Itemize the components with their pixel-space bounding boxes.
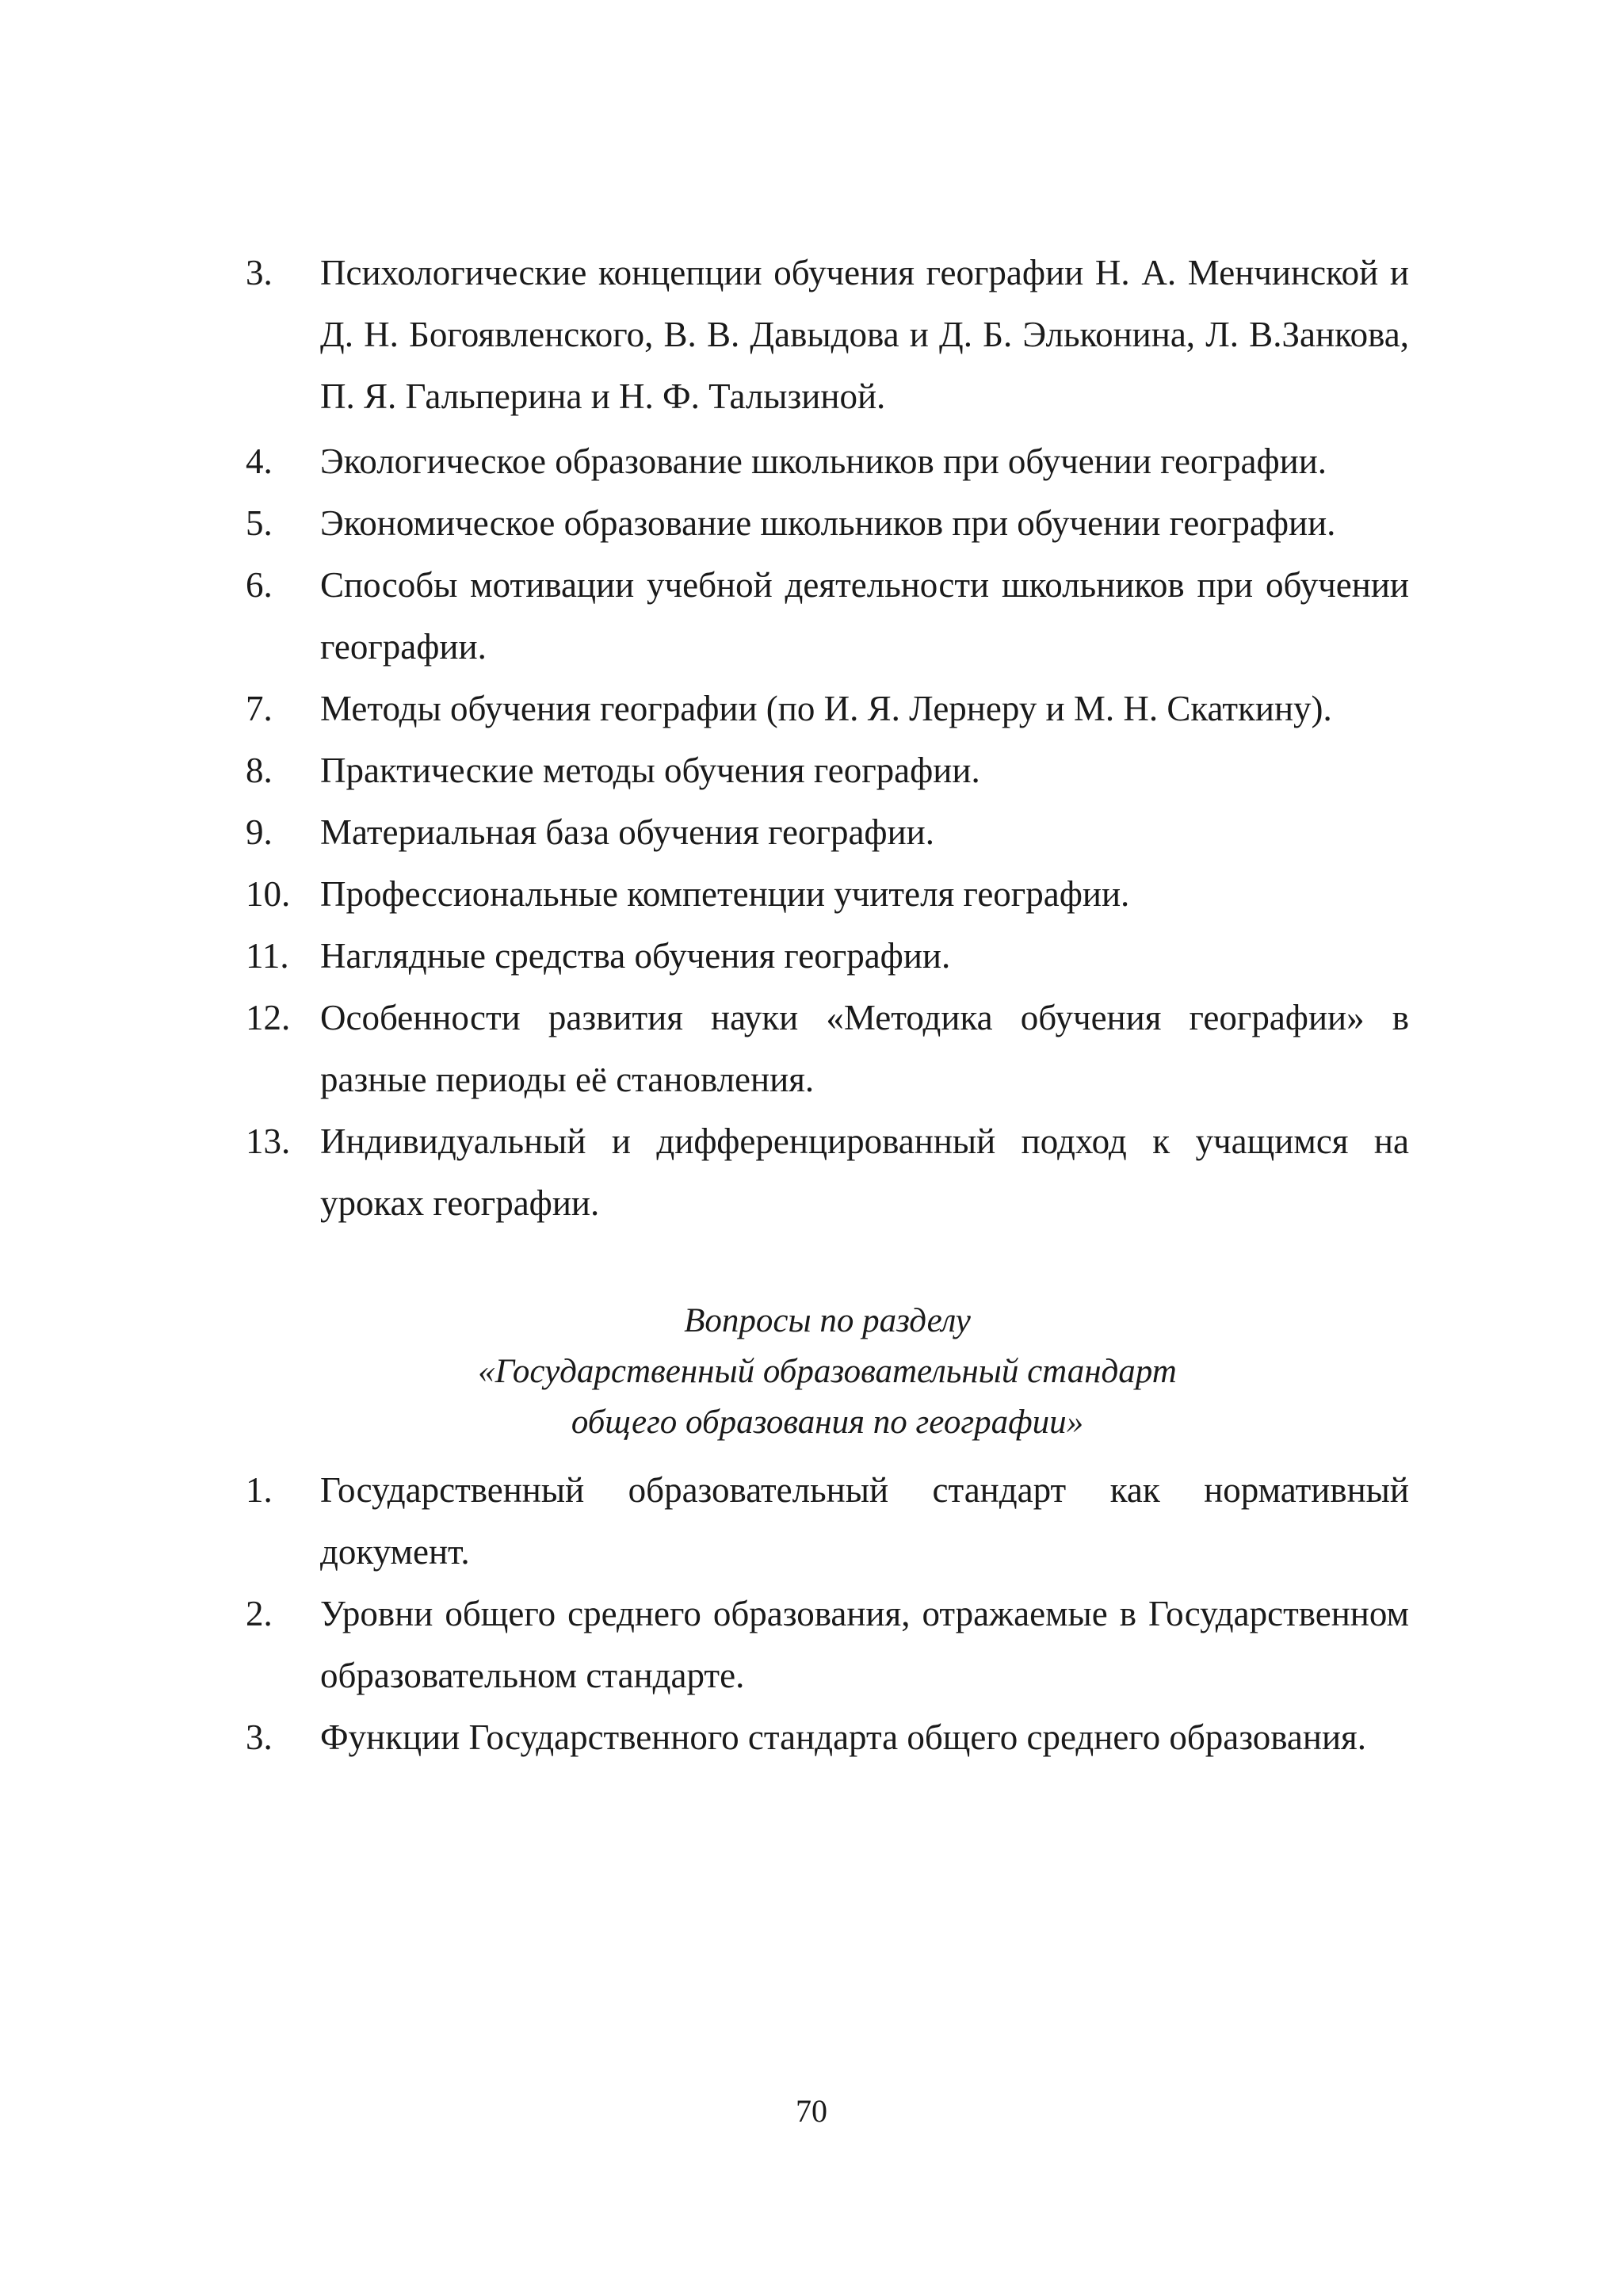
item-number: 7. (246, 689, 273, 728)
item-number: 10. (246, 874, 291, 914)
list-item (246, 1110, 1409, 1234)
list-item (246, 1459, 1409, 1583)
item-number: 12. (246, 998, 291, 1037)
item-text: Экономическое образование школьников при обучении географии. (320, 503, 1336, 543)
list-item (246, 1706, 1409, 1768)
item-text: Методы обучения географии (по И. Я. Лернеру и М. Н. Скаткину). (320, 689, 1332, 728)
item-number: 2. (246, 1594, 273, 1633)
item-number: 1. (246, 1470, 273, 1510)
list-item (246, 801, 1409, 863)
item-number: 9. (246, 812, 273, 852)
item-number: 3. (246, 253, 273, 292)
list-item (246, 1583, 1409, 1706)
item-text: Наглядные средства обучения географии. (320, 936, 951, 976)
item-text: Индивидуальный и дифференцированный подход к учащимся на уроках географии. (320, 1121, 1409, 1223)
list-item (246, 554, 1409, 678)
item-text: Практические методы обучения географии. (320, 751, 980, 790)
item-text: Функции Государственного стандарта общего среднего образования. (320, 1717, 1367, 1757)
item-text: Государственный образовательный стандарт как нормативный документ. (320, 1470, 1409, 1572)
section-heading-line: «Государственный образовательный стандарт (478, 1353, 1177, 1390)
question-list-section (246, 1459, 1409, 1768)
item-number: 4. (246, 441, 273, 481)
list-item (246, 739, 1409, 801)
list-item (246, 242, 1409, 427)
page-number: 70 (796, 2093, 827, 2129)
item-text: Экологическое образование школьников при обучении географии. (320, 441, 1327, 481)
item-number: 13. (246, 1121, 291, 1161)
list-item (246, 678, 1409, 739)
item-text: Особенности развития науки «Методика обучения географии» в разные периоды её становления. (320, 998, 1409, 1099)
item-number: 8. (246, 751, 273, 790)
item-number: 5. (246, 503, 273, 543)
section-heading (246, 1296, 1409, 1448)
item-number: 3. (246, 1717, 273, 1757)
list-item (246, 925, 1409, 987)
question-list-continued (246, 242, 1409, 1234)
page-content (246, 242, 1409, 1768)
item-text: Уровни общего среднего образования, отражаемые в Государственном образовательном стандарте. (320, 1594, 1409, 1695)
list-item (246, 987, 1409, 1110)
list-item (246, 492, 1409, 554)
list-item (246, 430, 1409, 492)
item-number: 11. (246, 936, 289, 976)
item-text: Психологические концепции обучения географии Н. А. Менчинской и Д. Н. Богоявленского, В. В. Давыдова и Д. Б. Эльконина, Л. В.Занкова, П. Я. Гальперина и Н. Ф. Талызиной. (320, 253, 1409, 416)
section-heading-line: общего образования по географии» (571, 1404, 1084, 1441)
item-text: Профессиональные компетенции учителя географии. (320, 874, 1130, 914)
item-text: Материальная база обучения географии. (320, 812, 934, 852)
section-heading-line: Вопросы по разделу (684, 1302, 971, 1339)
item-text: Способы мотивации учебной деятельности школьников при обучении географии. (320, 565, 1409, 667)
item-number: 6. (246, 565, 273, 605)
list-item (246, 863, 1409, 925)
